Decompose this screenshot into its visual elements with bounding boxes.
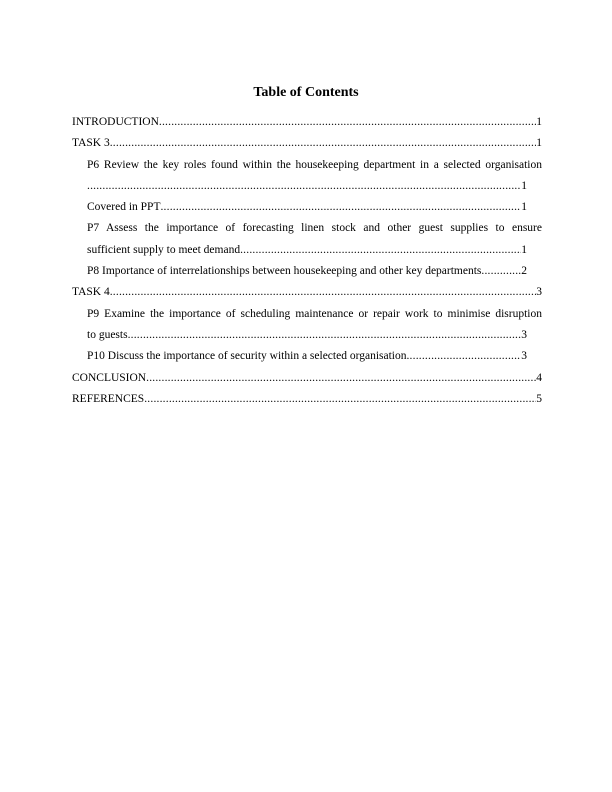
toc-page-number: 3 [521,350,527,363]
toc-entry-label: TASK 3 [72,137,110,150]
toc-entry-label: sufficient supply to meet demand [87,243,241,256]
dot-leader [144,389,536,410]
toc-entry-introduction[interactable] [72,112,542,133]
toc-entry-p9-line1[interactable]: P9 Examine the importance of scheduling maintenance or repair work to minimise disruption [87,307,542,320]
toc-page-number: 5 [536,392,542,405]
toc-entry-p9[interactable] [87,325,542,346]
toc-entry-task-4[interactable] [72,282,542,303]
toc-entry-label: P8 Importance of interrelationships between housekeeping and other key departments [87,265,482,278]
toc-entry-label: REFERENCES [72,392,145,405]
dot-leader [87,176,521,197]
toc-page-number: 3 [536,286,542,299]
toc-page-number: 1 [521,179,527,192]
toc-entry-label: CONCLUSION [72,371,147,384]
toc-entry-label: INTRODUCTION [72,116,159,128]
dot-leader [406,346,521,367]
toc-entry-label: P10 Discuss the importance of security within a selected organisation [87,350,407,363]
toc-entry-references[interactable] [72,389,542,410]
toc-page-number: 1 [521,201,527,214]
toc-entry-label: Covered in PPT [87,201,161,214]
toc-entry-p6-line1[interactable]: P6 Review the key roles found within the housekeeping department in a selected organisation [87,158,542,171]
toc-page-number: 4 [536,371,542,384]
toc-entry-task-3[interactable] [72,133,542,154]
toc-title: Table of Contents [253,85,359,100]
dot-leader [146,368,536,389]
dot-leader [110,282,537,303]
toc-page-number: 3 [521,328,527,341]
toc-entry-label: TASK 4 [72,286,110,299]
toc-entry-p10[interactable] [87,346,542,367]
toc-entry-p6[interactable] [87,176,542,197]
toc-entry-label: to guests [87,328,128,341]
toc-entry-covered-in-ppt[interactable] [87,197,542,218]
toc-list [72,112,542,410]
toc-page-number: 1 [536,137,542,150]
toc-entry-p7-line1[interactable]: P7 Assess the importance of forecasting linen stock and other guest supplies to ensure [87,222,542,235]
dot-leader [481,261,521,282]
toc-entry-p8[interactable] [87,261,542,282]
dot-leader [160,197,521,218]
toc-page-number: 1 [521,243,527,256]
dot-leader [128,325,522,346]
toc-page-number: 1 [536,116,542,128]
toc-entry-p7[interactable] [87,240,542,261]
toc-page-number: 2 [521,265,527,278]
dot-leader [240,240,521,261]
dot-leader [110,133,537,154]
dot-leader [159,112,536,133]
toc-entry-conclusion[interactable] [72,368,542,389]
